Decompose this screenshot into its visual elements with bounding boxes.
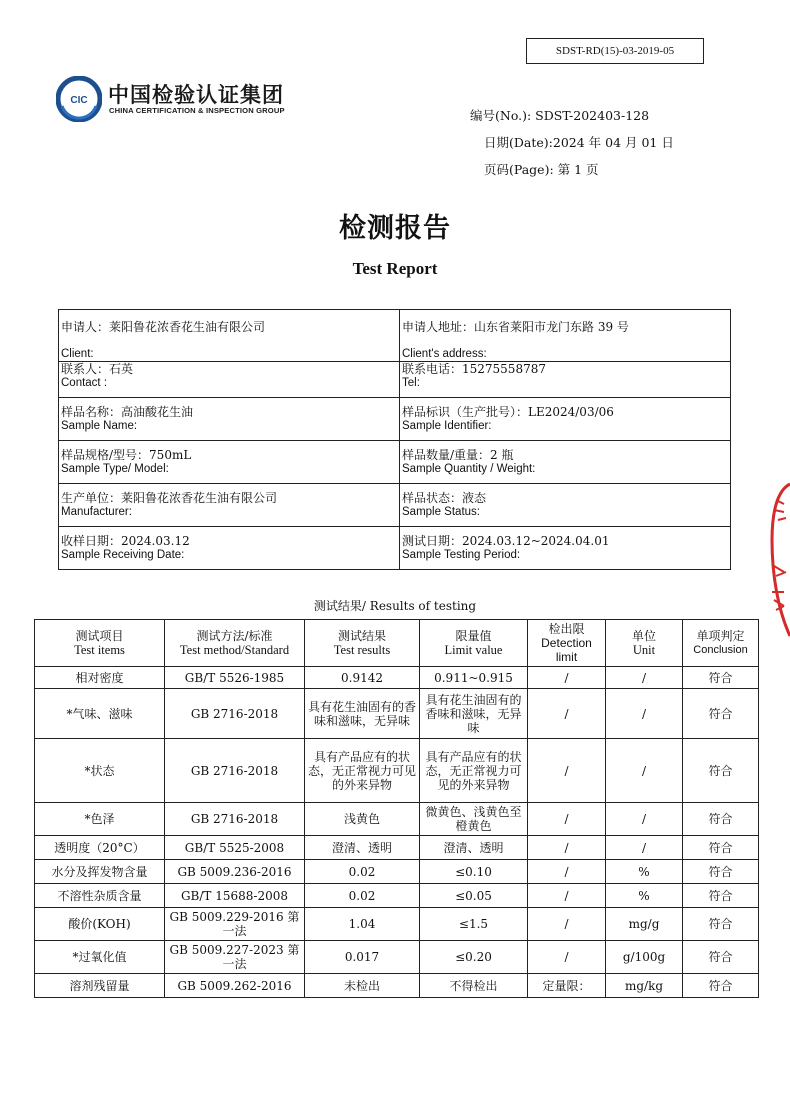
cell-conclusion: 符合: [683, 884, 759, 908]
sample-type-cell: [59, 441, 400, 484]
cell-conclusion: 符合: [683, 836, 759, 860]
results-header-row: [35, 620, 759, 667]
header-test-results-cn: 测试结果: [337, 629, 386, 643]
cell-method: GB 2716-2018: [165, 803, 305, 836]
header-unit-en: Unit: [632, 643, 656, 657]
cell-result: 0.02: [305, 884, 420, 908]
company-name-en: CHINA CERTIFICATION & INSPECTION GROUP: [109, 106, 285, 115]
cell-detection: /: [528, 739, 606, 803]
cell-conclusion: 符合: [683, 860, 759, 884]
cell-limit: 不得检出: [420, 974, 528, 998]
company-name-cn: 中国检验认证集团: [108, 83, 284, 107]
table-row: [35, 908, 759, 941]
header-limit-value-cn: 限量值: [455, 629, 492, 643]
cell-result: 0.02: [305, 860, 420, 884]
tel-cell: [400, 362, 731, 398]
sample-status-cell: [400, 484, 731, 527]
header-conclusion-cn: 单项判定: [696, 629, 745, 643]
table-row: [35, 860, 759, 884]
header-unit: [606, 620, 683, 667]
receiving-date-cn: 收样日期：2024.03.12: [61, 534, 190, 548]
header-test-items-cn: 测试项目: [75, 629, 124, 643]
cell-detection: /: [528, 836, 606, 860]
cell-limit: ≤0.05: [420, 884, 528, 908]
sample-qty-en: Sample Quantity / Weight:: [402, 463, 536, 475]
cell-unit: %: [606, 884, 683, 908]
cell-item: *状态: [35, 739, 165, 803]
manufacturer-en: Manufacturer:: [61, 506, 132, 518]
header-test-results: [305, 620, 420, 667]
cell-method: GB 2716-2018: [165, 739, 305, 803]
cell-detection: /: [528, 860, 606, 884]
contact-label-en: Contact :: [61, 377, 108, 389]
cell-unit: g/100g: [606, 941, 683, 974]
cell-limit: ≤0.20: [420, 941, 528, 974]
testing-period-cn: 测试日期：2024.03.12~2024.04.01: [402, 534, 610, 548]
client-label-cn: 申请人：莱阳鲁花浓香花生油有限公司: [61, 320, 266, 334]
cell-conclusion: 符合: [683, 689, 759, 739]
header-detection-limit: [528, 620, 606, 667]
cell-item: 溶剂残留量: [35, 974, 165, 998]
sample-id-en: Sample Identifier:: [402, 420, 492, 432]
cell-conclusion: 符合: [683, 739, 759, 803]
cell-unit: /: [606, 667, 683, 689]
cell-method: GB 5009.236-2016: [165, 860, 305, 884]
cell-limit: 具有产品应有的状态，无正常视力可见的外来异物: [420, 739, 528, 803]
header-test-items: [35, 620, 165, 667]
report-date: 日期(Date):2024 年 04 月 01 日: [484, 135, 674, 150]
cell-detection: 定量限：: [528, 974, 606, 998]
cell-conclusion: 符合: [683, 941, 759, 974]
cell-detection: /: [528, 884, 606, 908]
cell-limit: ≤0.10: [420, 860, 528, 884]
header-test-method-cn: 测试方法/标准: [196, 629, 273, 643]
report-title-en: Test Report: [352, 259, 438, 278]
sample-qty-cell: [400, 441, 731, 484]
contact-label-cn: 联系人：石英: [61, 362, 134, 376]
table-row: [35, 836, 759, 860]
cell-detection: /: [528, 689, 606, 739]
cell-item: 酸价(KOH): [35, 908, 165, 941]
cell-item: *过氧化值: [35, 941, 165, 974]
address-label-cn: 申请人地址：山东省莱阳市龙门东路 39 号: [402, 320, 629, 334]
contact-cell: [59, 362, 400, 398]
report-number: 编号(No.): SDST-202403-128: [470, 108, 650, 123]
header-limit-value: [420, 620, 528, 667]
cell-unit: %: [606, 860, 683, 884]
header-unit-cn: 单位: [631, 629, 656, 643]
client-cell: [59, 310, 400, 362]
cic-logo-icon: [56, 76, 102, 122]
cell-method: GB/T 5526-1985: [165, 667, 305, 689]
info-row-client: [59, 310, 731, 362]
client-label-en: Client:: [61, 348, 94, 360]
table-row: [35, 803, 759, 836]
cell-detection: /: [528, 908, 606, 941]
header-detection-limit-cn: 检出限: [548, 622, 585, 636]
testing-period-cell: [400, 527, 731, 570]
sample-name-cn: 样品名称：高油酸花生油: [61, 405, 194, 419]
sample-name-en: Sample Name:: [61, 420, 138, 432]
tel-label-en: Tel:: [402, 377, 420, 389]
sample-id-cell: [400, 398, 731, 441]
table-row: [35, 689, 759, 739]
cell-limit: 澄清、透明: [420, 836, 528, 860]
cell-conclusion: 符合: [683, 803, 759, 836]
cell-method: GB/T 15688-2008: [165, 884, 305, 908]
cell-result: 0.9142: [305, 667, 420, 689]
cell-detection: /: [528, 941, 606, 974]
sample-type-en: Sample Type/ Model:: [61, 463, 169, 475]
cell-unit: /: [606, 739, 683, 803]
sample-qty-cn: 样品数量/重量：2 瓶: [402, 448, 514, 462]
table-row: [35, 974, 759, 998]
cell-limit: 具有花生油固有的香味和滋味，无异味: [420, 689, 528, 739]
info-row-sample-name: [59, 398, 731, 441]
header-test-method-en: Test method/Standard: [179, 643, 290, 657]
cell-method: GB 2716-2018: [165, 689, 305, 739]
header-conclusion: [683, 620, 759, 667]
cell-result: 浅黄色: [305, 803, 420, 836]
logo-badge-text: CIC: [70, 95, 88, 106]
header-limit-value-en: Limit value: [444, 643, 503, 657]
table-row: [35, 941, 759, 974]
receiving-date-en: Sample Receiving Date:: [61, 549, 185, 561]
cell-result: 具有花生油固有的香味和滋味，无异味: [305, 689, 420, 739]
cell-item: 相对密度: [35, 667, 165, 689]
cell-item: 水分及挥发物含量: [35, 860, 165, 884]
receiving-date-cell: [59, 527, 400, 570]
cell-item: 不溶性杂质含量: [35, 884, 165, 908]
cell-result: 1.04: [305, 908, 420, 941]
cell-unit: mg/kg: [606, 974, 683, 998]
cell-unit: /: [606, 689, 683, 739]
cell-unit: /: [606, 803, 683, 836]
manufacturer-cn: 生产单位：莱阳鲁花浓香花生油有限公司: [61, 491, 278, 505]
info-row-manufacturer: [59, 484, 731, 527]
header-test-items-en: Test items: [74, 643, 125, 657]
info-row-sample-type: [59, 441, 731, 484]
header-test-results-en: Test results: [333, 643, 391, 657]
report-title-cn: 检测报告: [339, 213, 451, 244]
page-number: 页码(Page): 第 1 页: [484, 162, 599, 177]
cell-result: 具有产品应有的状态，无正常视力可见的外来异物: [305, 739, 420, 803]
cell-item: *气味、滋味: [35, 689, 165, 739]
sample-status-en: Sample Status:: [402, 506, 480, 518]
cell-unit: mg/g: [606, 908, 683, 941]
testing-period-en: Sample Testing Period:: [402, 549, 521, 561]
cell-method: GB 5009.227-2023 第一法: [165, 941, 305, 974]
cell-unit: /: [606, 836, 683, 860]
cell-method: GB/T 5525-2008: [165, 836, 305, 860]
header-conclusion-en: Conclusion: [693, 644, 748, 656]
table-row: [35, 667, 759, 689]
cell-item: 透明度（20°C）: [35, 836, 165, 860]
info-row-contact: [59, 362, 731, 398]
sample-name-cell: [59, 398, 400, 441]
form-code: SDST-RD(15)-03-2019-05: [526, 38, 704, 64]
header-test-method: [165, 620, 305, 667]
table-row: [35, 739, 759, 803]
cell-detection: /: [528, 667, 606, 689]
sample-type-cn: 样品规格/型号：750mL: [61, 448, 192, 462]
cell-detection: /: [528, 803, 606, 836]
cell-method: GB 5009.262-2016: [165, 974, 305, 998]
cell-limit: 0.911~0.915: [420, 667, 528, 689]
cell-result: 澄清、透明: [305, 836, 420, 860]
header-detection-limit-en: Detection limit: [541, 636, 592, 664]
cell-method: GB 5009.229-2016 第一法: [165, 908, 305, 941]
cell-limit: 微黄色、浅黄色至橙黄色: [420, 803, 528, 836]
sample-id-cn: 样品标识（生产批号）：LE2024/03/06: [402, 405, 614, 419]
results-caption: 测试结果/ Results of testing: [313, 599, 477, 613]
sample-status-cn: 样品状态：液态: [402, 491, 487, 505]
address-cell: [400, 310, 731, 362]
cell-result: 0.017: [305, 941, 420, 974]
info-row-dates: [59, 527, 731, 570]
seal-stamp-fragment-icon: [764, 480, 790, 640]
sample-info-table: [58, 309, 731, 570]
manufacturer-cell: [59, 484, 400, 527]
cell-conclusion: 符合: [683, 974, 759, 998]
table-row: [35, 884, 759, 908]
cell-result: 未检出: [305, 974, 420, 998]
cell-conclusion: 符合: [683, 908, 759, 941]
cell-limit: ≤1.5: [420, 908, 528, 941]
results-table: [34, 619, 759, 998]
address-label-en: Client's address:: [402, 348, 487, 360]
cell-item: *色泽: [35, 803, 165, 836]
tel-label-cn: 联系电话：15275558787: [402, 362, 546, 376]
cell-conclusion: 符合: [683, 667, 759, 689]
